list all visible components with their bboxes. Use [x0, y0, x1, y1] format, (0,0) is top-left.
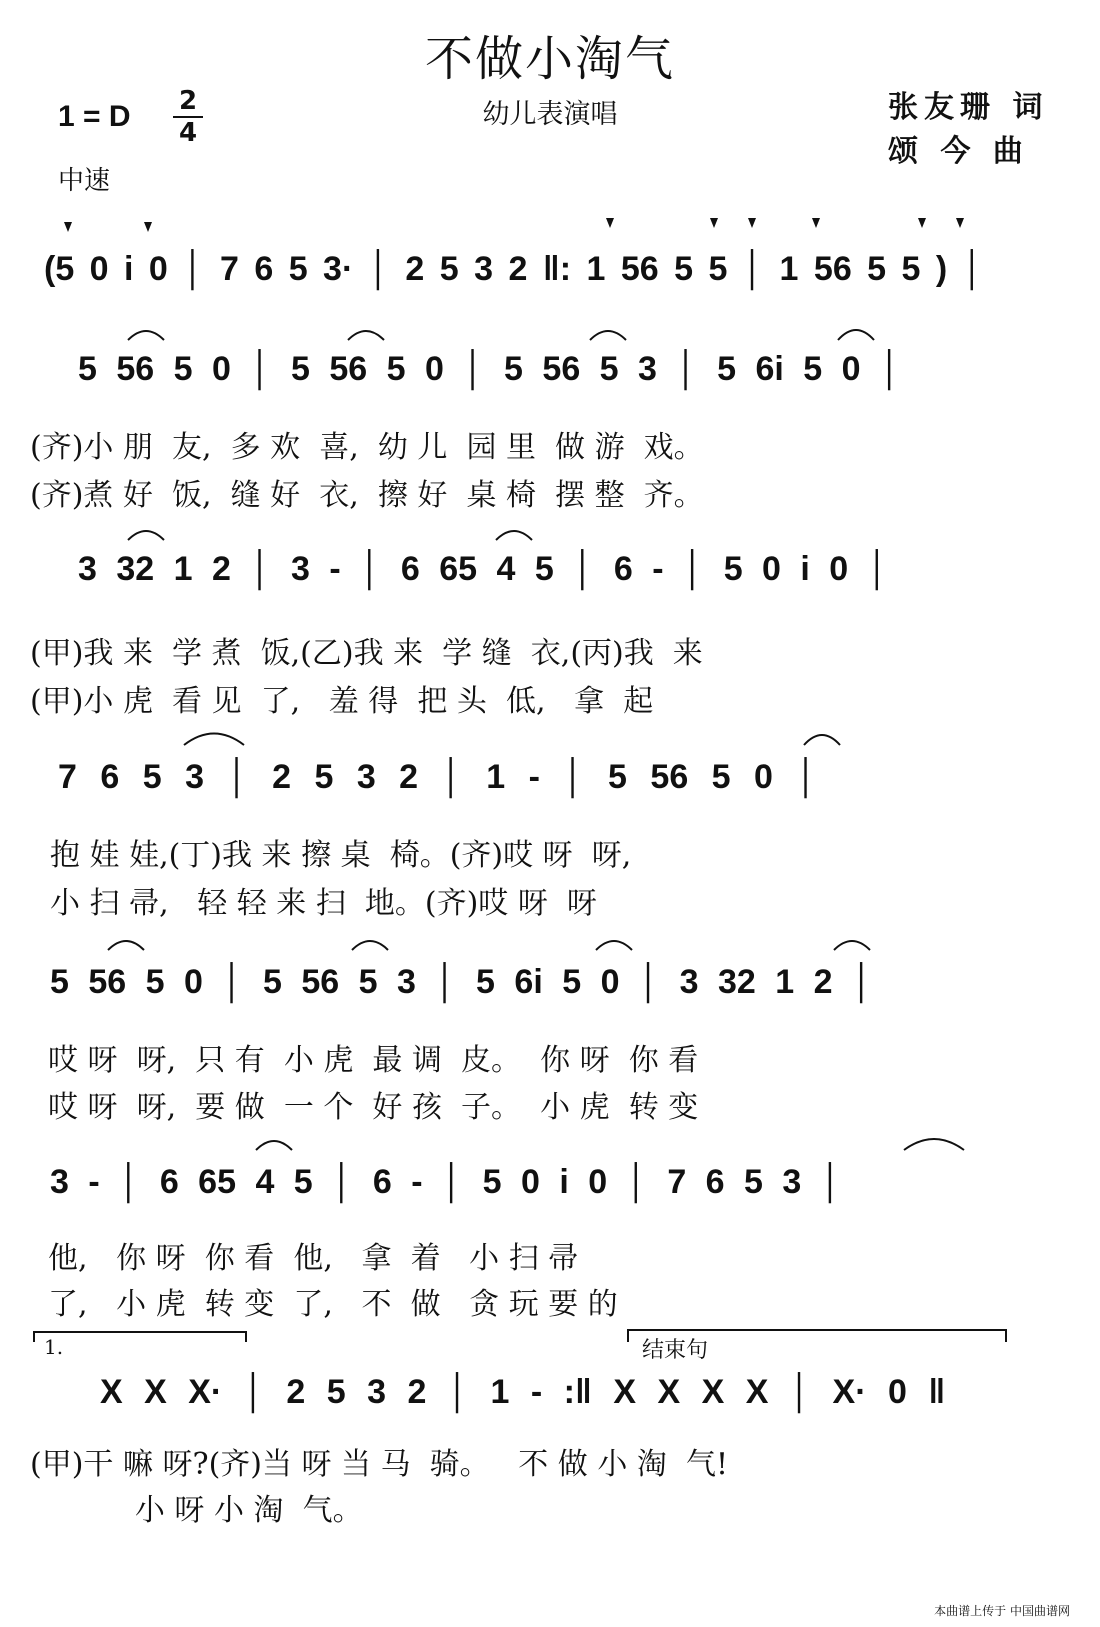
notation-line: 5 56 5 0 │ 5 56 5 0 │ 5 56 5 3 │ 5 6i 5 0 │ [78, 350, 902, 388]
lyric-verse-2: 小 扫 帚, 轻 轻 来 扫 地。(齐)哎 呀 呀 [50, 886, 597, 921]
source-footer: 本曲谱上传于 中国曲谱网 [934, 1604, 1070, 1618]
slur-marks [108, 330, 964, 1150]
lyric-verse-2: (齐)煮 好 饭, 缝 好 衣, 擦 好 桌 椅 摆 整 齐。 [30, 478, 704, 513]
lyric-verse-1: (甲)我 来 学 煮 饭,(乙)我 来 学 缝 衣,(丙)我 来 [30, 636, 703, 671]
notation-line: 3 - │ 6 65 4 5 │ 6 - │ 5 0 i 0 │ 7 6 5 3 │ [50, 1163, 842, 1201]
notation-line: 3 32 1 2 │ 3 - │ 6 65 4 5 │ 6 - │ 5 0 i 0 │ [78, 550, 889, 588]
page-subtitle: 幼儿表演唱 [482, 99, 618, 130]
meter-top: 2 [178, 86, 198, 116]
notation-line: X X X· │ 2 5 3 2 │ 1 - :‖ X X X X │ X· 0 ‖ [100, 1373, 946, 1411]
lyric-verse-2: 哎 呀 呀, 要 做 一 个 好 孩 子。 小 虎 转 变 [48, 1090, 699, 1125]
lyricist-credit: 张友珊 词 [888, 90, 1049, 125]
meter-bottom: 4 [178, 118, 198, 148]
lyric-verse-1: 哎 呀 呀, 只 有 小 虎 最 调 皮。 你 呀 你 看 [48, 1043, 699, 1078]
volta-brackets [34, 1330, 1006, 1342]
accent-marks [64, 218, 964, 232]
lyric-verse-1: 抱 娃 娃,(丁)我 来 擦 桌 椅。(齐)哎 呀 呀, [50, 838, 632, 873]
tempo-marking: 中速 [58, 166, 111, 196]
lyric-verse-2: (甲)小 虎 看 见 了, 羞 得 把 头 低, 拿 起 [30, 684, 654, 719]
lyric-verse-2: 小 呀 小 淘 气。 [30, 1493, 363, 1528]
notation-line: 7 6 5 3 │ 2 5 3 2 │ 1 - │ 5 56 5 0 │ [58, 758, 818, 796]
volta-first-ending: 1. [44, 1335, 64, 1359]
notation-line: (5 0 i 0 │ 7 6 5 3· │ 2 5 3 2 ‖: 1 56 5 5 │ 1 56 5 5 ) │ [44, 250, 984, 288]
ending-label: 结束句 [642, 1338, 709, 1363]
composer-credit: 颂 今 曲 [888, 134, 1029, 169]
lyric-verse-1: (甲)干 嘛 呀?(齐)当 呀 当 马 骑。 不 做 小 淘 气! [30, 1447, 728, 1482]
key-signature: 1 = D [58, 100, 131, 133]
page-title: 不做小淘气 [424, 31, 675, 87]
lyric-verse-1: 他, 你 呀 你 看 他, 拿 着 小 扫 帚 [48, 1241, 579, 1276]
notation-line: 5 56 5 0 │ 5 56 5 3 │ 5 6i 5 0 │ 3 32 1 2 │ [50, 963, 874, 1001]
lyric-verse-2: 了, 小 虎 转 变 了, 不 做 贪 玩 要 的 [48, 1287, 618, 1322]
lyric-verse-1: (齐)小 朋 友, 多 欢 喜, 幼 儿 园 里 做 游 戏。 [30, 430, 704, 465]
